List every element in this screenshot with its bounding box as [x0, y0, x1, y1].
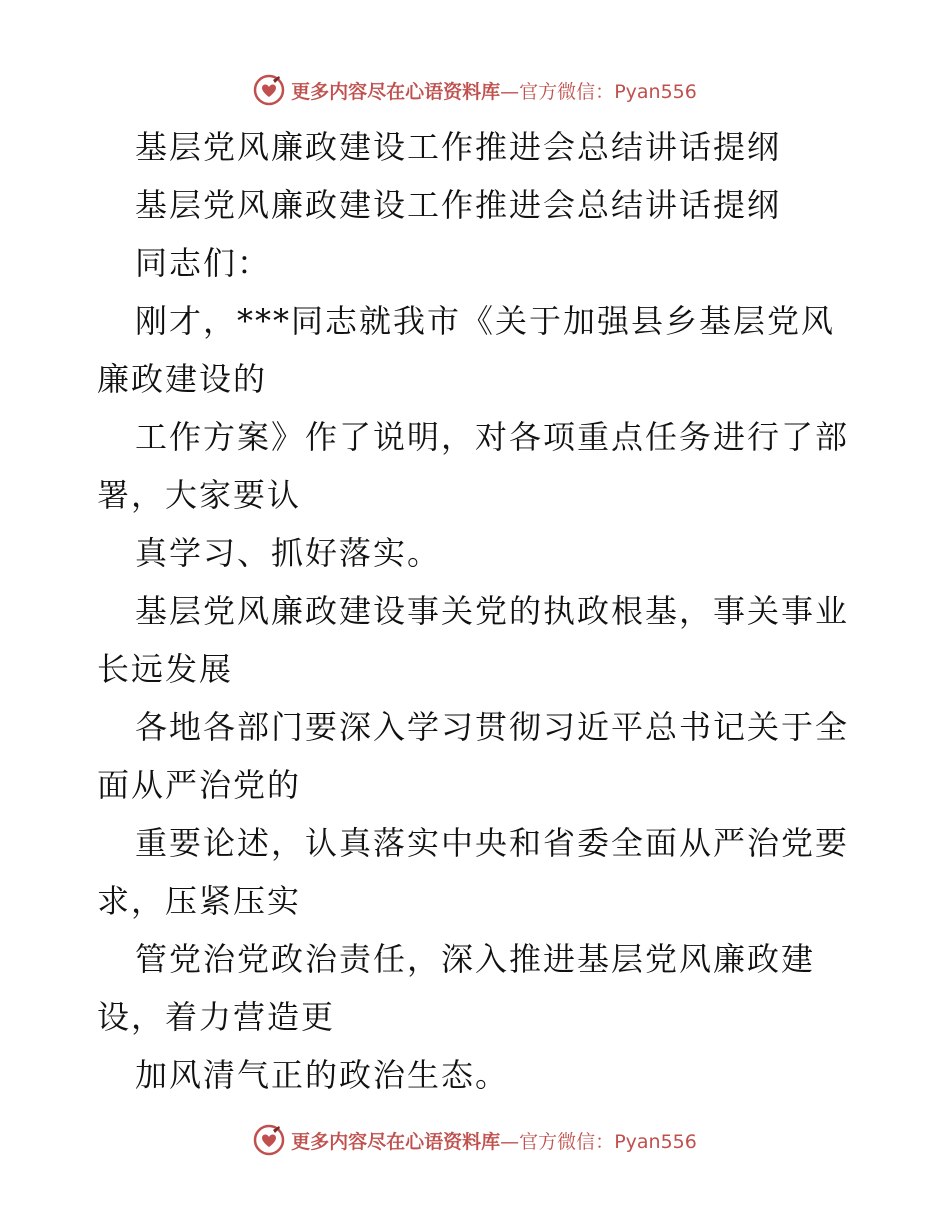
banner-account: Pyan556 — [614, 80, 697, 103]
banner-official-text: 官方微信： — [519, 80, 615, 103]
doc-line: 各地各部门要深入学习贯彻习近平总书记关于全 — [135, 708, 850, 746]
doc-line: 重要论述，认真落实中央和省委全面从严治党要 — [135, 824, 850, 862]
doc-line: 真学习、抓好落实。 — [135, 534, 442, 572]
banner-dash: — — [500, 1130, 520, 1153]
doc-line: 廉政建设的 — [97, 360, 268, 398]
doc-line: 工作方案》作了说明，对各项重点任务进行了部 — [135, 418, 850, 456]
header-watermark-banner — [0, 70, 950, 110]
heart-pen-logo-icon — [253, 1124, 285, 1156]
banner-dash: — — [500, 80, 520, 103]
doc-line: 面从严治党的 — [97, 766, 302, 804]
banner-account: Pyan556 — [614, 1130, 697, 1153]
doc-line: 求，压紧压实 — [97, 882, 302, 920]
banner-site-text: 更多内容尽在心语资料库 — [291, 1130, 501, 1153]
doc-salutation: 同志们： — [135, 244, 272, 282]
doc-title: 基层党风廉政建设工作推进会总结讲话提纲 — [135, 128, 782, 166]
footer-watermark-banner — [0, 1120, 950, 1160]
doc-line: 署，大家要认 — [97, 476, 302, 514]
doc-subtitle: 基层党风廉政建设工作推进会总结讲话提纲 — [135, 186, 782, 224]
banner-site-text: 更多内容尽在心语资料库 — [291, 80, 501, 103]
doc-line: 加风清气正的政治生态。 — [135, 1056, 510, 1094]
doc-line: 刚才，***同志就我市《关于加强县乡基层党风 — [135, 302, 836, 340]
doc-line: 设，着力营造更 — [97, 998, 336, 1036]
doc-line: 基层党风廉政建设事关党的执政根基，事关事业 — [135, 592, 850, 630]
banner-official-text: 官方微信： — [519, 1130, 615, 1153]
heart-pen-logo-icon — [253, 74, 285, 106]
document-body — [97, 118, 867, 1104]
doc-line: 管党治党政治责任，深入推进基层党风廉政建 — [135, 940, 816, 978]
doc-line: 长远发展 — [97, 650, 234, 688]
